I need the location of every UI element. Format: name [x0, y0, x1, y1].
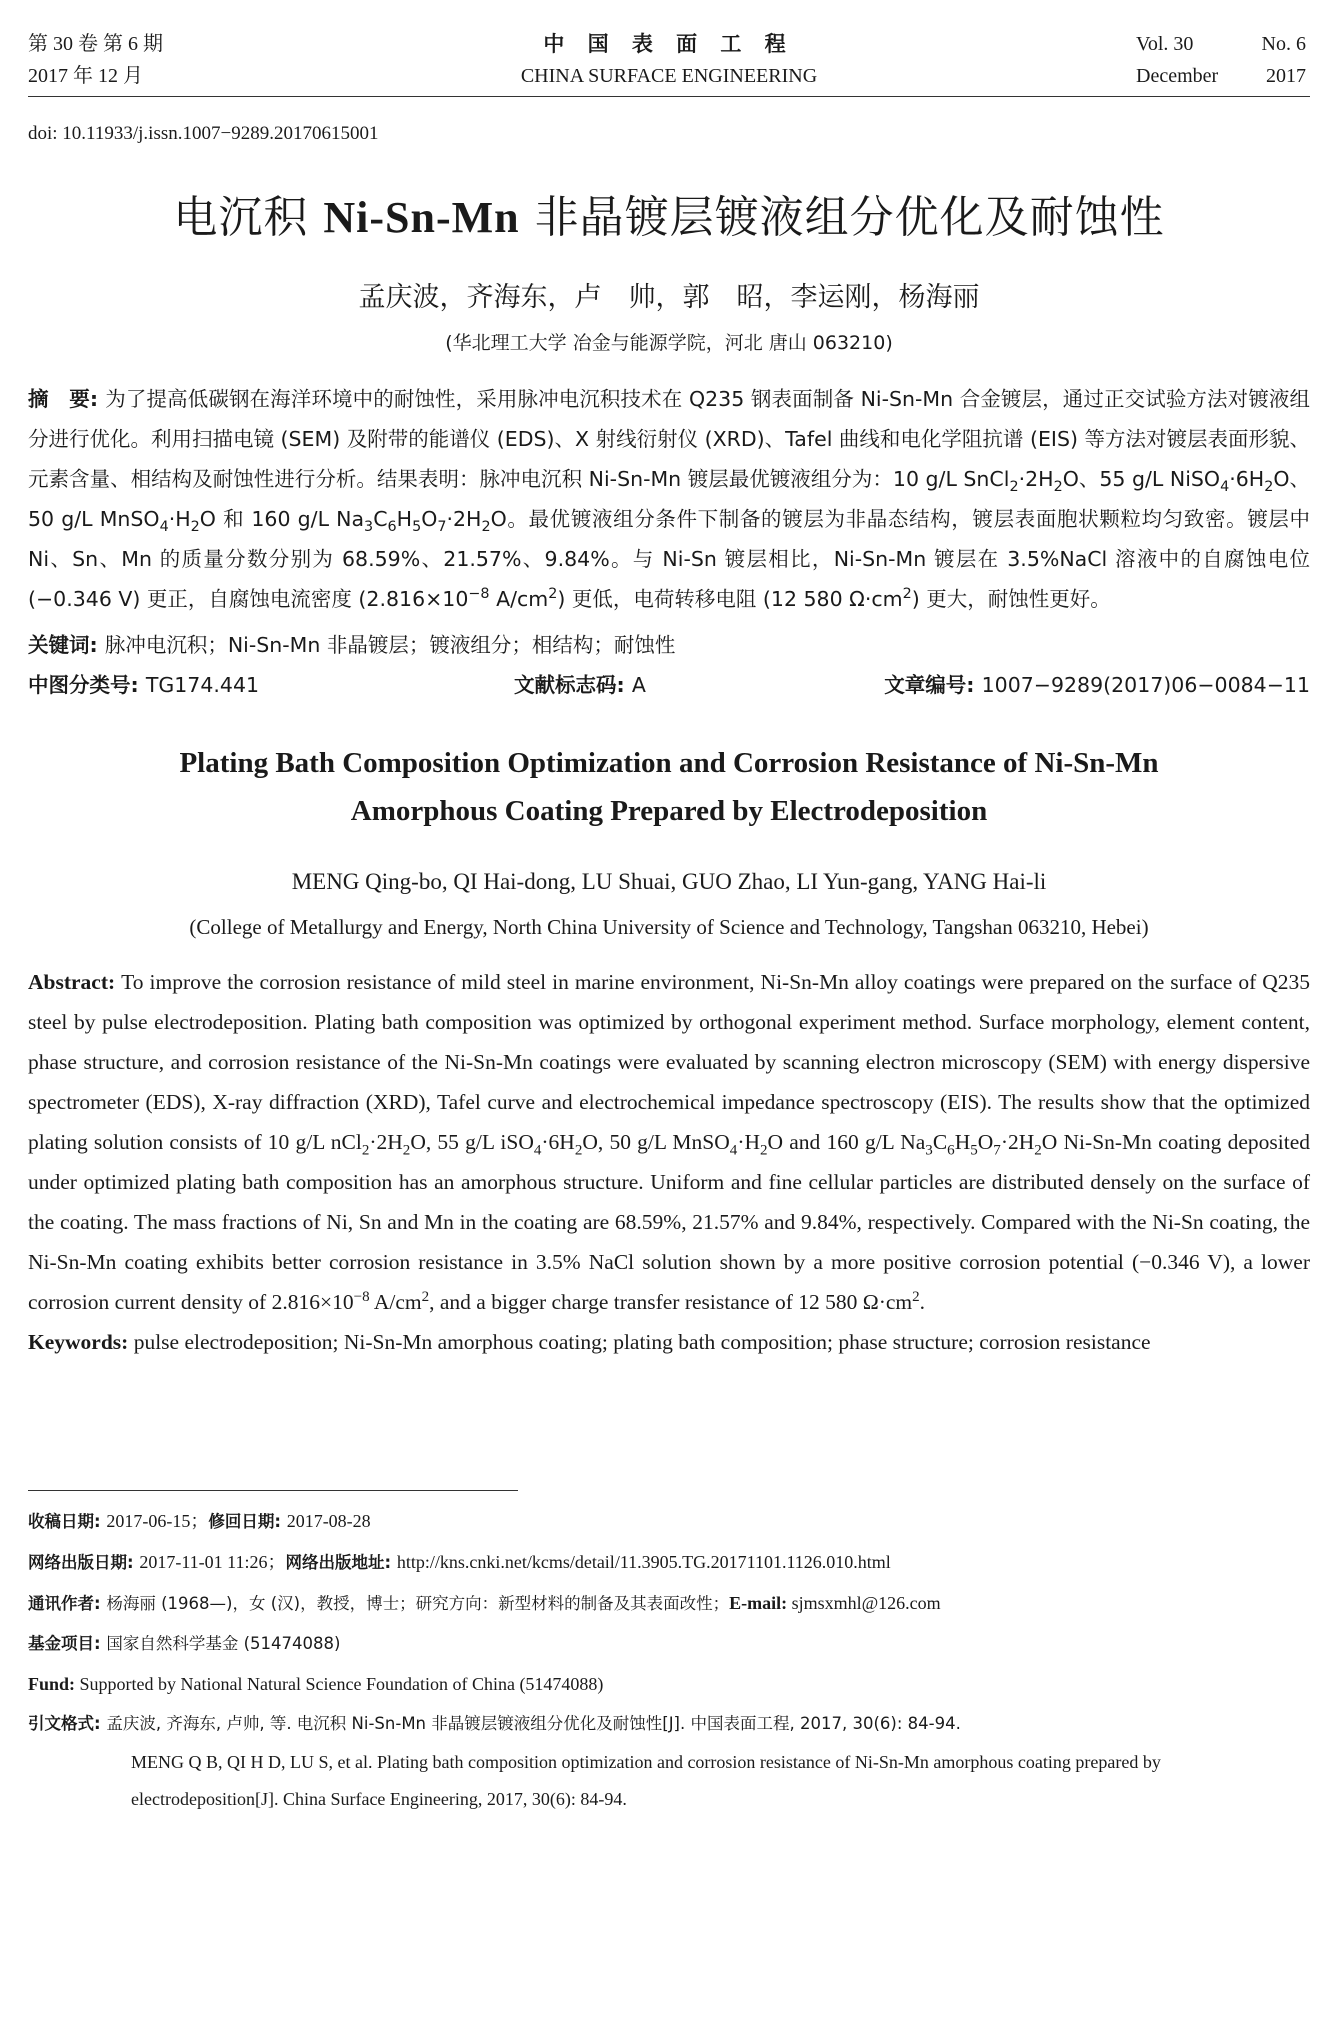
affiliation-cn: (华北理工大学 冶金与能源学院，河北 唐山 063210) — [445, 332, 893, 354]
keywords-en: Keywords: pulse electrodeposition; Ni-Sn-Mn amorphous coating; plating bath composition; phase structure; corrosion resistance — [28, 1330, 1151, 1354]
abstract-en: Abstract: To improve the corrosion resistance of mild steel in marine environment, Ni-Sn-Mn alloy coatings were prepared on the surface of Q235 steel by pulse electrodeposition. Plating bath composition was optimized by orthogonal experiment method. Surface morphology, element content, phase structure, and corrosion resistance of the Ni-Sn-Mn coatings were evaluated by scanning electron microscopy (SEM) with energy dispersive spectrometer (EDS), X-ray diffraction (XRD), Tafel curve and electrochemical impedance spectroscopy (EIS). The results show that the optimized plating solution consists of 10 g/L $nCl_2\cdot 2H_2O$, 55 g/L $iSO_4\cdot 6H_2O$, 50 g/L $MnSO_4\cdot H_2O$ and 160 g/L $Na_3C_6H_5O_7\cdot 2H_2O$ Ni-Sn-Mn coating deposited under optimized plating bath composition has an amorphous structure. Uniform and fine cellular particles are distributed densely on the surface of the coating. The mass fractions of Ni, Sn and Mn in the coating are 68.59%, 21.57% and 9.84%, respectively. Compared with the Ni-Sn coating, the Ni-Sn-Mn coating exhibits better corrosion resistance in 3.5% NaCl solution shown by a more positive corrosion potential (−0.346 V), a lower corrosion current density of $2.816\times 10^{-8}$ $A/cm^2$, and a bigger charge transfer resistance of 12 580 $\Omega\cdot cm^2$. — [28, 970, 1311, 1314]
year-en: 2017 — [1266, 65, 1306, 87]
classification-row — [28, 665, 1310, 705]
abstract-cn-label: 摘 要: — [28, 387, 106, 411]
header-rule — [28, 96, 1310, 97]
journal-header — [28, 28, 1310, 92]
email-link[interactable]: sjmsxmhl@126.com — [791, 1593, 941, 1613]
authors-cn: 孟庆波，齐海东，卢 帅，郭 昭，李运刚，杨海丽 — [358, 282, 980, 313]
volume-en: Vol. 30 — [1136, 33, 1194, 55]
footnote-citation-cn: 引文格式: 孟庆波, 齐海东, 卢帅, 等. 电沉积 Ni-Sn-Mn 非晶镀层镀液组分优化及耐蚀性[J]. 中国表面工程, 2017, 30(6): 84-94. — [28, 1714, 961, 1733]
online-url-link[interactable]: http://kns.cnki.net/kcms/detail/11.3905.TG.20171101.1126.010.html — [396, 1552, 891, 1572]
paper-page — [28, 28, 1310, 1818]
affiliation-en: (College of Metallurgy and Energy, North China University of Science and Technology, Tangshan 063210, Hebei) — [189, 915, 1149, 939]
abstract-cn: 摘 要: 为了提高低碳钢在海洋环境中的耐蚀性，采用脉冲电沉积技术在 Q235 钢表面制备 Ni-Sn-Mn 合金镀层，通过正交试验方法对镀液组分进行优化。利用扫描电镜 (SEM) 及附带的能谱仪 (EDS)、X 射线衍射仪 (XRD)、Tafel 曲线和电化学阻抗谱 (EIS) 等方法对镀层表面形貌、元素含量、相结构及耐蚀性进行分析。结果表明：脉冲电沉积 Ni-Sn-Mn 镀层最优镀液组分为：10 g/L $SnCl_2\cdot 2H_2O$、55 g/L $NiSO_4\cdot 6H_2O$、50 g/L $MnSO_4\cdot H_2O$ 和 160 g/L $Na_3C_6H_5O_7\cdot 2H_2O$。最优镀液组分条件下制备的镀层为非晶态结构，镀层表面胞状颗粒均匀致密。镀层中 Ni、Sn、Mn 的质量分数分别为 68.59%、21.57%、9.84%。与 Ni-Sn 镀层相比，Ni-Sn-Mn 镀层在 3.5%NaCl 溶液中的自腐蚀电位 (−0.346 V) 更正，自腐蚀电流密度 ($2.816\times 10^{-8}$ $A/cm^2$) 更低，电荷转移电阻 (12 580 $\Omega\cdot cm^2$) 更大，耐蚀性更好。 — [28, 387, 1311, 611]
authors-en: MENG Qing-bo, QI Hai-dong, LU Shuai, GUO Zhao, LI Yun-gang, YANG Hai-li — [291, 869, 1047, 894]
footnote-dates: 收稿日期: 2017-06-15；修回日期: 2017-08-28 — [28, 1511, 371, 1531]
month-en: December — [1136, 65, 1219, 87]
footnote-online: 网络出版日期: 2017-11-01 11:26；网络出版地址: http://kns.cnki.net/kcms/detail/11.3905.TG.20171101.1126.010.html — [28, 1552, 891, 1572]
abstract-en-label: Abstract: — [28, 970, 122, 994]
footnote-fund-en: Fund: Supported by National Natural Science Foundation of China (51474088) — [28, 1674, 604, 1694]
footnote-rule — [28, 1490, 518, 1491]
doi[interactable]: doi: 10.11933/j.issn.1007−9289.20170615001 — [28, 123, 379, 144]
volume-issue-cn: 第 30 卷 第 6 期 — [28, 33, 163, 55]
header-center — [28, 28, 1310, 92]
title-cn: 电沉积 Ni-Sn-Mn 非晶镀层镀液组分优化及耐蚀性 — [173, 192, 1165, 243]
title-en: Plating Bath Composition Optimization and Corrosion Resistance of Ni-Sn-Mn Amorphous Coating Prepared by Electrodeposition — [179, 747, 1159, 827]
keywords-cn: 关键词: 脉冲电沉积；Ni-Sn-Mn 非晶镀层；镀液组分；相结构；耐蚀性 — [28, 633, 676, 657]
clc-number: 中图分类号: TG174.441 — [28, 673, 260, 697]
issue-en: No. 6 — [1261, 33, 1306, 55]
footnote-corresponding: 通讯作者: 杨海丽 (1968—)，女 (汉)，教授，博士；研究方向：新型材料的制备及其表面改性；E-mail: sjmsxmhl@126.com — [28, 1593, 941, 1613]
footnotes — [28, 1501, 1310, 1818]
document-code: 文献标志码: A — [514, 673, 646, 697]
journal-name-en: CHINA SURFACE ENGINEERING — [520, 65, 818, 87]
footnote-citation-en: MENG Q B, QI H D, LU S, et al. Plating bath composition optimization and corrosion resistance of Ni-Sn-Mn amorphous coating prepared by electrodeposition[J]. China Surface Engineering, 2017, 30(6): 84-94. — [131, 1752, 1161, 1809]
article-number: 文章编号: 1007−9289(2017)06−0084−11 — [884, 673, 1310, 697]
footnote-fund-cn: 基金项目: 国家自然科学基金 (51474088) — [28, 1634, 341, 1653]
date-cn: 2017 年 12 月 — [28, 65, 143, 87]
header-right — [1136, 28, 1306, 92]
journal-name-cn: 中 国 表 面 工 程 — [543, 32, 795, 56]
